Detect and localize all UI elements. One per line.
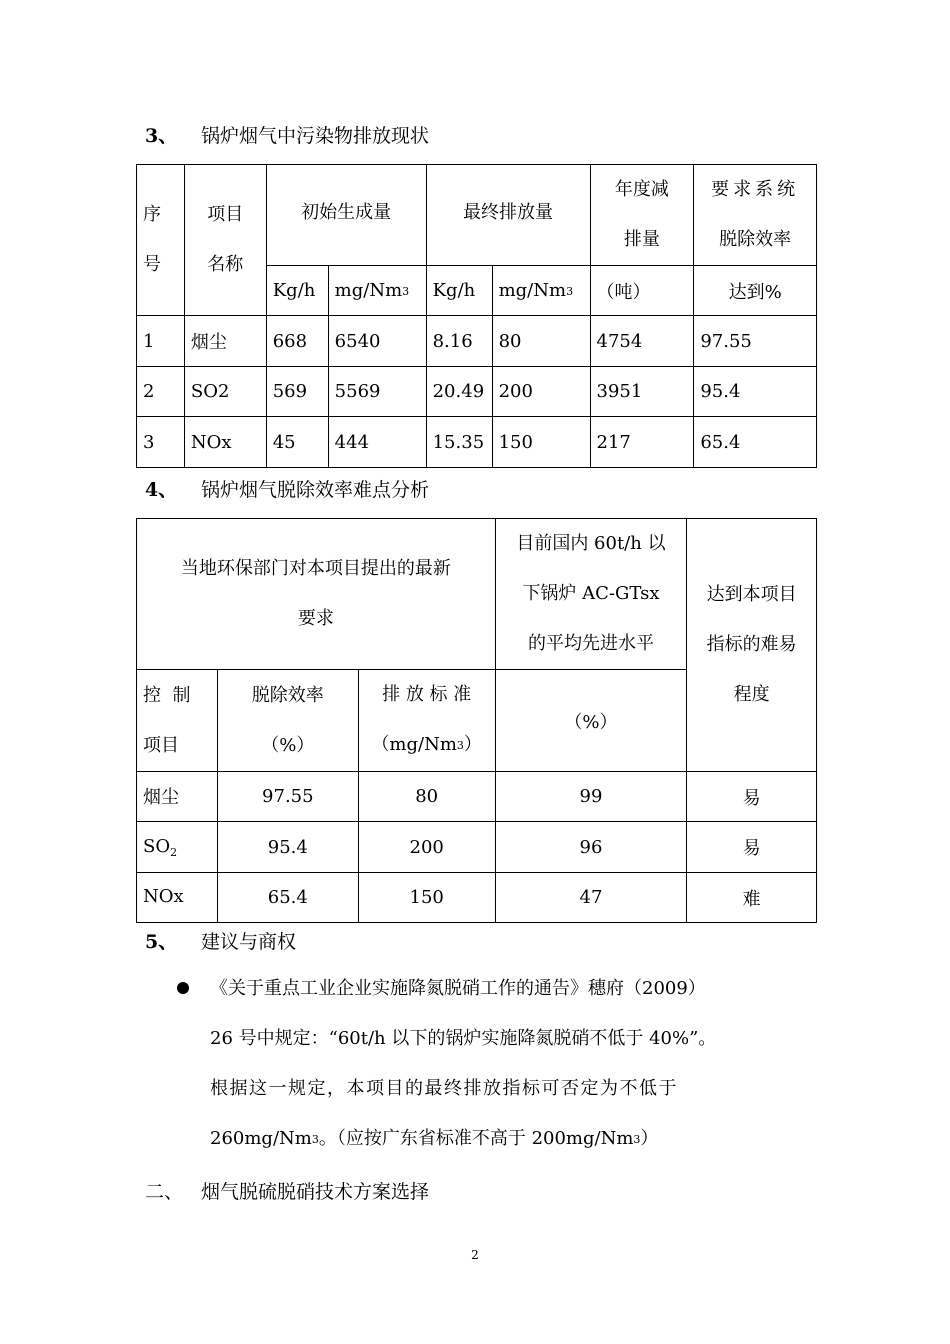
section-5-heading bbox=[145, 930, 296, 954]
section-title: 烟气脱硫脱硝技术方案选择 bbox=[201, 1181, 430, 1203]
table-row: 2 SO2 569 5569 20.49 200 3951 95.4 bbox=[137, 367, 817, 417]
header-emission-standard: 排 放 标 准 （mg/Nm3） bbox=[358, 670, 495, 772]
emission-status-table bbox=[136, 164, 817, 468]
unit-mg: mg/Nm3 bbox=[328, 266, 426, 316]
header-difficulty: 达到本项目 指标的难易 程度 bbox=[687, 519, 817, 772]
unit-kgh: Kg/h bbox=[266, 266, 328, 316]
section-two-heading bbox=[145, 1180, 429, 1204]
section-number: 4、 bbox=[145, 479, 178, 501]
header-final: 最终排放量 bbox=[426, 165, 590, 266]
table-row: $SO_2$ 95.4 200 96 易 bbox=[137, 822, 817, 873]
header-percent: （%） bbox=[495, 670, 687, 772]
section-title: 建议与商权 bbox=[201, 931, 297, 953]
unit-mg: mg/Nm3 bbox=[492, 266, 590, 316]
section-title: 锅炉烟气脱除效率难点分析 bbox=[201, 479, 430, 501]
section-4-heading bbox=[145, 478, 429, 502]
section-number: 5、 bbox=[145, 931, 178, 953]
table-row: 1 烟尘 668 6540 8.16 80 4754 97.55 bbox=[137, 316, 817, 367]
unit-kgh: Kg/h bbox=[426, 266, 492, 316]
header-annual-reduction: 年度减 排量 bbox=[590, 165, 694, 266]
header-seq: 序 号 bbox=[137, 165, 185, 316]
section-title: 锅炉烟气中污染物排放现状 bbox=[201, 125, 430, 147]
table-row: 3 NOx 45 444 15.35 150 217 65.4 bbox=[137, 417, 817, 468]
bullet-dot-icon bbox=[177, 982, 189, 994]
header-required-efficiency: 要求系统 脱除效率 bbox=[694, 165, 817, 266]
table-row: NOx 65.4 150 47 难 bbox=[137, 873, 817, 923]
difficulty-analysis-table bbox=[136, 518, 817, 923]
section-3-heading bbox=[145, 124, 429, 148]
header-local-requirements: 当地环保部门对本项目提出的最新 要求 bbox=[137, 519, 496, 670]
section-number: 3、 bbox=[145, 125, 178, 147]
page-number: 2 bbox=[471, 1248, 479, 1262]
header-removal-efficiency: 脱除效率 （%） bbox=[217, 670, 358, 772]
section-number: 二、 bbox=[145, 1181, 184, 1203]
recommendation-paragraph: 《关于重点工业企业实施降氮脱硝工作的通告》穗府（2009） 26 号中规定：“60t/h 以下的锅炉实施降氮脱硝不低于 40%”。 根据这一规定，本项目的最终排放指标可否定为不低于 260mg/Nm3。（应按广东省标准不高于 200mg/Nm3） bbox=[210, 978, 717, 1149]
header-domestic-level: 目前国内 60t/h 以 下锅炉 AC-GTsx 的平均先进水平 bbox=[495, 519, 687, 670]
unit-ton: （吨） bbox=[590, 266, 694, 316]
table-row: 烟尘 97.55 80 99 易 bbox=[137, 772, 817, 822]
header-item-name: 项目 名称 bbox=[184, 165, 266, 316]
unit-percent: 达到% bbox=[694, 266, 817, 316]
header-initial: 初始生成量 bbox=[266, 165, 426, 266]
header-control-item: 控 制 项目 bbox=[137, 670, 218, 772]
